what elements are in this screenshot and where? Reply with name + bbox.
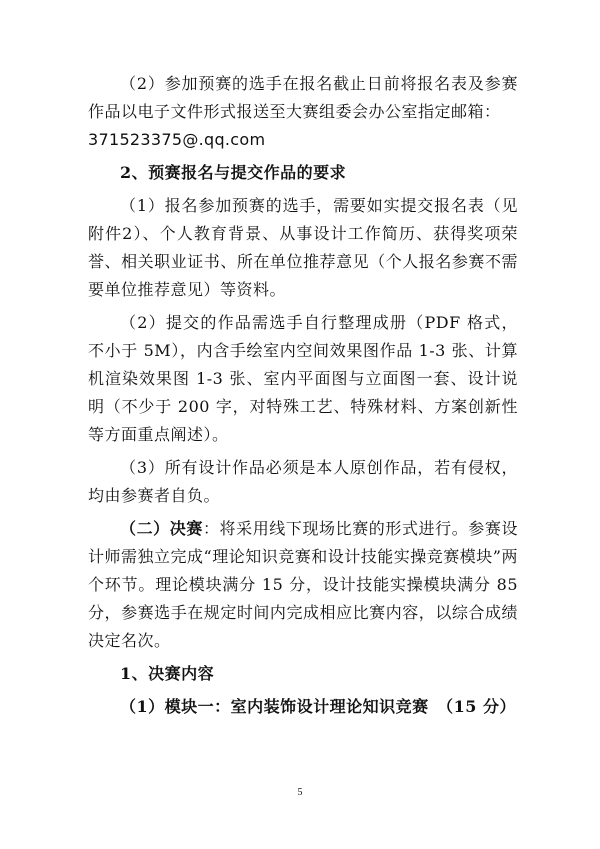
page-number: 5 [297,787,303,798]
paragraph-submission-email: （2）参加预赛的选手在报名截止日前将报名表及参赛作品以电子文件形式报送至大赛组委会办公室指定邮箱： [88,74,518,121]
heading-final-content: 1、决赛内容 [120,664,215,683]
heading-registration-requirements: 2、预赛报名与提交作品的要求 [120,163,347,182]
final-round-label: （二）决赛 [120,519,203,538]
paragraph-final-round [88,515,518,655]
document-body [88,70,518,721]
email-address: 371523375@.qq.com [88,130,266,149]
paragraph-work-submission: （2）提交的作品需选手自行整理成册（PDF 格式，不小于 5M），内含手绘室内空间效果图作品 1-3 张、计算机渲染效果图 1-3 张、室内平面图与立面图一套、设计说明（不少于 200 字，对特殊工艺、特殊材料、方案创新性等方面重点阐述）。 [88,313,518,444]
paragraph-originality: （3）所有设计作品必须是本人原创作品，若有侵权，均由参赛者自负。 [88,458,518,505]
heading-module-one: （1）模块一：室内装饰设计理论知识竞赛 （15 分） [120,697,516,716]
final-round-description: ：将采用线下现场比赛的形式进行。参赛设计师需独立完成“理论知识竞赛和设计技能实操竞赛模块”两个环节。理论模块满分 15 分，设计技能实操模块满分 85 分，参赛选手在规定时间内完成相应比赛内容，以综合成绩决定名次。 [88,519,518,650]
paragraph-registration-materials: （1）报名参加预赛的选手，需要如实提交报名表（见附件2）、个人教育背景、从事设计工作简历、获得奖项荣誉、相关职业证书、所在单位推荐意见（个人报名参赛不需要单位推荐意见）等资料。 [88,196,518,299]
